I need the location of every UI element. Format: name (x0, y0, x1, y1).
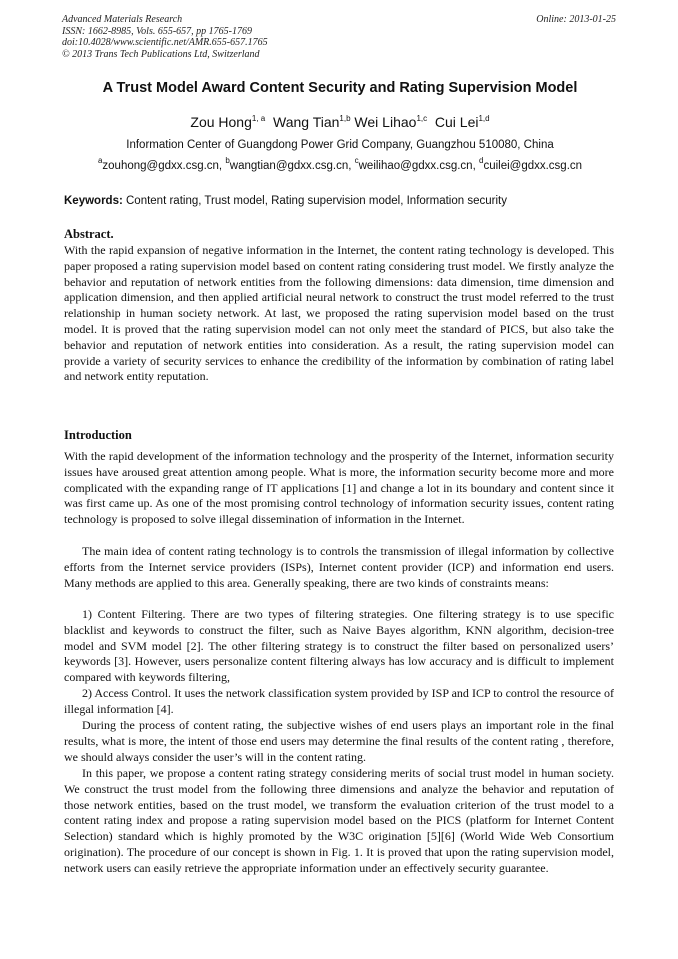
issn-line: ISSN: 1662-8985, Vols. 655-657, pp 1765-1769 (62, 25, 252, 37)
abstract-body: With the rapid expansion of negative information in the Internet, the content rating technology is developed. This paper proposed a rating supervision model based on content rating considering trust model. We firstly analyze the behavior and reputation of network entities from the following dimensions: data dimension, time dimension and application dimension, and then applied artificial neural network to construct the trust model referred to the trust relationship in human society network. At last, we proposed the rating supervision model based on the trust model. It is proved that the rating supervision model can not only meet the standard of PICS, but also take the behavior and reputation of network entities into consideration. As a result, the rating supervision model can provide a variety of security services to enhance the credibility of the information by combination of rating label and network entity reputation. (64, 243, 614, 384)
email-superscript: a (97, 156, 103, 165)
email-link[interactable]: weilihao@gdxx.csg.cn, (358, 160, 476, 172)
author-superscript: 1, a (251, 114, 266, 123)
intro-paragraph: 2) Access Control. It uses the network classification system provided by ISP and ICP to control the resource of illegal information [4]. (64, 686, 614, 716)
email-superscript: c (354, 156, 359, 165)
author-superscript: 1,d (478, 114, 490, 123)
author-list (62, 114, 618, 130)
keywords-label: Keywords: (64, 195, 123, 207)
abstract-heading: Abstract. (64, 227, 114, 241)
intro-paragraph: With the rapid development of the information technology and the prosperity of the Internet, information security issues have aroused great attention among people. What is more, the information security become more and more complicated with the expanding range of IT applications [1] and change a lot in its boundary and content since it was first came up. As one of the most promising control technology of information security issues, content rating technology is proposed to solve illegal dissemination of information in the Internet. (64, 449, 614, 527)
email-list (62, 156, 618, 172)
affiliation: Information Center of Guangdong Power Grid Company, Guangzhou 510080, China (126, 139, 554, 151)
journal-header (62, 14, 618, 60)
email-superscript: b (225, 156, 230, 165)
intro-paragraph: In this paper, we propose a content rating strategy considering merits of social trust model in human society. We construct the trust model from the following three dimensions and analyze the behavior and reputation of those network entities, based on the trust model, we transform the evaluation criterion of the trust model to a content rating index and propose a rating supervision model based on the PICS (platform for Internet Content Selection) standard which is highly promoted by the W3C origination [5][6] (World Wide Web Consortium origination). The procedure of our concept is shown in Fig. 1. It is proved that upon the rating supervision model, network users can easily retrieve the appropriate information under an effectively security guarantee. (64, 766, 614, 875)
author-name: Cui Lei (434, 114, 479, 130)
online-date: Online: 2013-01-25 (536, 14, 616, 25)
keywords-line (64, 195, 616, 207)
intro-paragraph: The main idea of content rating technology is to controls the transmission of illegal information by collective efforts from the Internet service providers (ISPs), Internet content provider (ICP) and information end users. Many methods are applied to this area. Generally speaking, there are two kinds of constraints means: (64, 544, 614, 590)
email-superscript: d (478, 156, 484, 165)
intro-paragraph: 1) Content Filtering. There are two types of filtering strategies. One filtering strategy is to use specific blacklist and keywords to construct the filter, such as Naive Bayes algorithm, KNN algorithm, decision-tree model and SVM model [2]. The other filtering strategy is to construct the filter based on personalized users’ keywords [3]. However, users personalize content filtering always has low accuracy and is difficult to implement compared with keywords filtering, (64, 607, 614, 685)
author-superscript: 1,b (339, 114, 351, 123)
email-link[interactable]: cuilei@gdxx.csg.cn (483, 160, 583, 172)
author-name: Zou Hong (190, 114, 252, 130)
email-link[interactable]: zouhong@gdxx.csg.cn, (102, 160, 223, 172)
intro-paragraph: During the process of content rating, the subjective wishes of end users plays an important role in the final results, what is more, the intent of those end users may determine the final results of the content rating , therefore, we should always consider the user’s will in the content rating. (64, 718, 614, 764)
doi-line: doi:10.4028/www.scientific.net/AMR.655-657.1765 (62, 37, 268, 48)
author-name: Wei Lihao (354, 114, 417, 130)
paper-title: A Trust Model Award Content Security and Rating Supervision Model (102, 80, 578, 96)
journal-name: Advanced Materials Research (62, 14, 183, 25)
author-superscript: 1,c (416, 114, 428, 123)
introduction-heading: Introduction (64, 428, 132, 442)
copyright-line: © 2013 Trans Tech Publications Ltd, Switzerland (62, 48, 260, 60)
author-name: Wang Tian (273, 114, 340, 130)
keywords-text: Content rating, Trust model, Rating supervision model, Information security (126, 195, 507, 207)
email-link[interactable]: wangtian@gdxx.csg.cn, (229, 160, 352, 172)
